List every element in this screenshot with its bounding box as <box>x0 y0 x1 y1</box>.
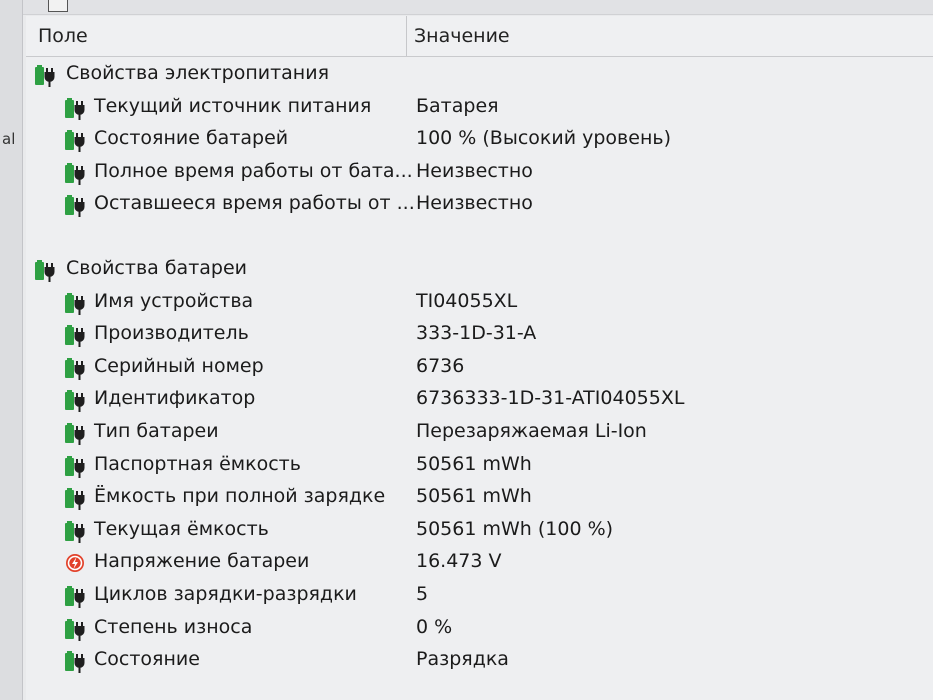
left-pane-stub-text: al <box>2 130 16 148</box>
field-label: Степень износа <box>94 615 253 638</box>
list-item[interactable] <box>26 188 933 220</box>
list-item[interactable] <box>26 514 933 546</box>
list-item[interactable] <box>26 286 933 318</box>
list-item[interactable] <box>26 612 933 644</box>
field-label: Текущий источник питания <box>94 94 372 117</box>
list-item[interactable] <box>26 579 933 611</box>
list-item[interactable] <box>26 416 933 448</box>
battery-plug-icon <box>64 651 86 673</box>
group-header-row[interactable] <box>26 58 933 90</box>
field-label: Имя устройства <box>94 289 254 312</box>
field-label: Ёмкость при полной зарядке <box>94 485 386 508</box>
field-value: 6736333-1D-31-ATI04055XL <box>416 387 685 410</box>
list-item[interactable] <box>26 123 933 155</box>
field-value: Перезаряжаемая Li-Ion <box>416 420 647 442</box>
field-label: Полное время работы от бата... <box>94 159 413 182</box>
field-value: 6736 <box>416 354 465 377</box>
field-label: Идентификатор <box>94 387 256 410</box>
list-item[interactable] <box>26 481 933 513</box>
list-item[interactable] <box>26 351 933 383</box>
list-item[interactable] <box>26 156 933 188</box>
battery-plug-icon <box>34 260 56 282</box>
list-item[interactable] <box>26 546 933 578</box>
battery-plug-icon <box>64 293 86 315</box>
voltage-icon <box>64 552 86 574</box>
battery-plug-icon <box>64 98 86 120</box>
battery-plug-icon <box>64 586 86 608</box>
list-item[interactable] <box>26 449 933 481</box>
top-strip <box>0 0 933 15</box>
field-value: 333-1D-31-A <box>416 322 537 345</box>
group-title: Свойства батареи <box>66 257 248 279</box>
battery-plug-icon <box>64 195 86 217</box>
column-header-field[interactable]: Поле <box>38 25 88 47</box>
battery-plug-icon <box>64 358 86 380</box>
column-header-value[interactable]: Значение <box>414 25 510 47</box>
battery-plug-icon <box>64 163 86 185</box>
field-label: Состояние батарей <box>94 127 289 150</box>
corner-box <box>48 0 68 12</box>
list-item[interactable] <box>26 383 933 415</box>
field-label: Паспортная ёмкость <box>94 452 301 475</box>
field-label: Текущая ёмкость <box>94 517 269 540</box>
battery-plug-icon <box>64 456 86 478</box>
group-title: Свойства электропитания <box>66 62 330 84</box>
field-label: Тип батареи <box>94 420 219 442</box>
field-label: Оставшееся время работы от ... <box>94 192 415 215</box>
battery-plug-icon <box>64 325 86 347</box>
field-value: TI04055XL <box>416 289 518 312</box>
field-value: 50561 mWh (100 %) <box>416 517 614 540</box>
battery-plug-icon <box>64 130 86 152</box>
field-value: 16.473 V <box>416 550 502 573</box>
field-value: 100 % (Высокий уровень) <box>416 127 671 150</box>
battery-plug-icon <box>64 390 86 412</box>
list-header <box>26 16 933 57</box>
battery-plug-icon <box>64 423 86 445</box>
list-item[interactable] <box>26 318 933 350</box>
battery-plug-icon <box>34 65 56 87</box>
battery-plug-icon <box>64 521 86 543</box>
field-value: Разрядка <box>416 648 509 671</box>
battery-plug-icon <box>64 488 86 510</box>
field-value: 0 % <box>416 615 453 638</box>
field-label: Серийный номер <box>94 354 264 377</box>
field-label: Циклов зарядки-разрядки <box>94 583 357 605</box>
properties-list[interactable] <box>26 16 933 700</box>
field-value: Батарея <box>416 94 499 117</box>
field-label: Производитель <box>94 322 249 345</box>
battery-plug-icon <box>64 619 86 641</box>
field-value: Неизвестно <box>416 159 533 182</box>
field-label: Напряжение батареи <box>94 550 310 573</box>
list-item[interactable] <box>26 91 933 123</box>
field-label: Состояние <box>94 648 200 671</box>
field-value: 50561 mWh <box>416 485 532 508</box>
list-item[interactable] <box>26 644 933 676</box>
group-header-row[interactable] <box>26 253 933 285</box>
field-value: 50561 mWh <box>416 452 532 475</box>
field-value: 5 <box>416 583 429 605</box>
left-pane[interactable] <box>0 0 23 700</box>
field-value: Неизвестно <box>416 192 533 215</box>
column-divider[interactable] <box>406 16 407 56</box>
